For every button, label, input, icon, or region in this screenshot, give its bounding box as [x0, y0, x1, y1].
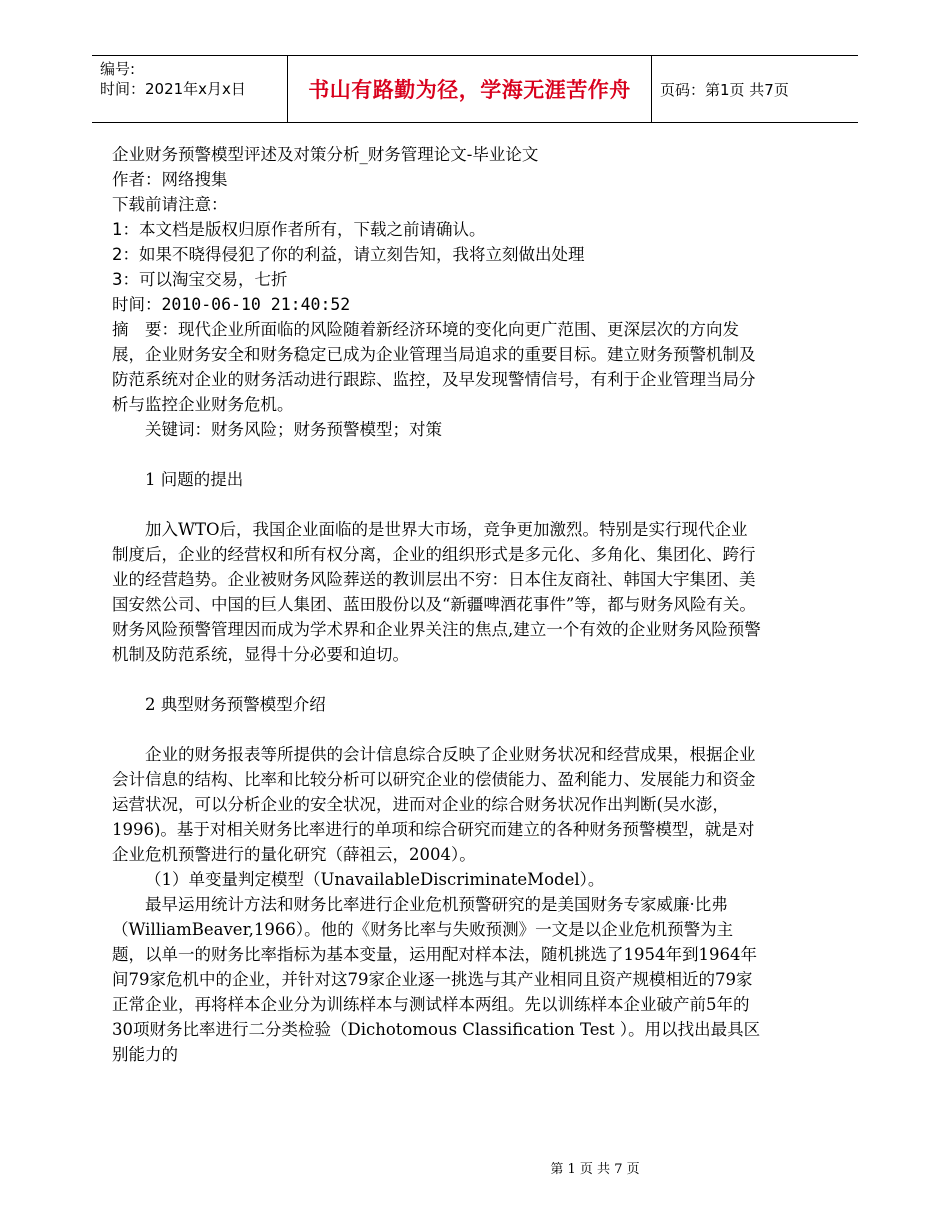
section-1-heading: 1 问题的提出 [145, 470, 244, 489]
document-body [112, 142, 762, 1067]
page-footer [0, 1158, 950, 1177]
footer-page-number: 第 1 页 共 7 页 [550, 1162, 640, 1177]
section-1-paragraph: 加入WTO后，我国企业面临的是世界大市场，竞争更加激烈。特别是实行现代企业制度后，企业的经营权和所有权分离，企业的组织形式是多元化、多角化、集团化、跨行业的经营趋势。企业被财务风险葬送的教训层出不穷：日本住友商社、韩国大宇集团、美国安然公司、中国的巨人集团、蓝田股份以及“新疆啤酒花事件”等，都与财务风险有关。财务风险预警管理因而成为学术界和企业界关注的焦点,建立一个有效的企业财务风险预警机制及防范系统，显得十分必要和迫切。 [112, 520, 761, 664]
time-label: 时间：2021年x月x日 [100, 80, 246, 98]
page-label: 页码：第1页 共7页 [660, 80, 789, 99]
doc-time: 时间：2010-06-10 21:40:52 [112, 295, 351, 314]
section-2-paragraph-1: 企业的财务报表等所提供的会计信息综合反映了企业财务状况和经营成果，根据企业会计信息的结构、比率和比较分析可以研究企业的偿债能力、盈利能力、发展能力和资金运营状况，可以分析企业的安全状况，进而对企业的综合财务状况作出判断(吴水澎，1996)。基于对相关财务比率进行的单项和综合研究而建立的各种财务预警模型，就是对企业危机预警进行的量化研究（薛祖云，2004）。 [112, 745, 756, 864]
abstract-paragraph: 摘 要：现代企业所面临的风险随着新经济环境的变化向更广范围、更深层次的方向发展，企业财务安全和财务稳定已成为企业管理当局追求的重要目标。建立财务预警机制及防范系统对企业的财务活动进行跟踪、监控，及早发现警情信号，有利于企业管理当局分析与监控企业财务危机。 [112, 320, 756, 414]
spacer [112, 667, 762, 692]
notice-title: 下载前请注意： [112, 195, 228, 214]
header-page-cell [652, 56, 858, 122]
doc-title: 企业财务预警模型评述及对策分析_财务管理论文-毕业论文 [112, 145, 539, 164]
notice-item-1: 1：本文档是版权归原作者所有，下载之前请确认。 [112, 220, 486, 239]
section-2-subheading-1: （1）单变量判定模型（UnavailableDiscriminateModel）。 [145, 870, 605, 889]
header-table [92, 55, 858, 123]
notice-item-3: 3：可以淘宝交易，七折 [112, 270, 288, 289]
motto-text: 书山有路勤为径，学海无涯苦作舟 [308, 78, 631, 102]
keywords-line: 关键词：财务风险；财务预警模型；对策 [145, 420, 442, 439]
section-2-paragraph-2: 最早运用统计方法和财务比率进行企业危机预警研究的是美国财务专家威廉·比弗（WilliamBeaver,1966）。他的《财务比率与失败预测》一文是以企业危机预警为主题，以单一的财务比率指标为基本变量，运用配对样本法，随机挑选了1954年到1964年间79家危机中的企业，并针对这79家企业逐一挑选与其产业相同且资产规模相近的79家正常企业，再将样本企业分为训练样本与测试样本两组。先以训练样本企业破产前5年的30项财务比率进行二分类检验（Dichotomous Classification Test ）。用以找出最具区别能力的 [112, 895, 761, 1064]
number-label: 编号: [100, 60, 136, 78]
spacer [112, 717, 762, 742]
header-left-cell [92, 56, 287, 122]
header-motto-cell [287, 56, 652, 122]
doc-author: 作者：网络搜集 [112, 170, 228, 189]
section-2-heading: 2 典型财务预警模型介绍 [145, 695, 326, 714]
spacer [112, 492, 762, 517]
spacer [112, 442, 762, 467]
notice-item-2: 2：如果不晓得侵犯了你的利益，请立刻告知，我将立刻做出处理 [112, 245, 585, 264]
